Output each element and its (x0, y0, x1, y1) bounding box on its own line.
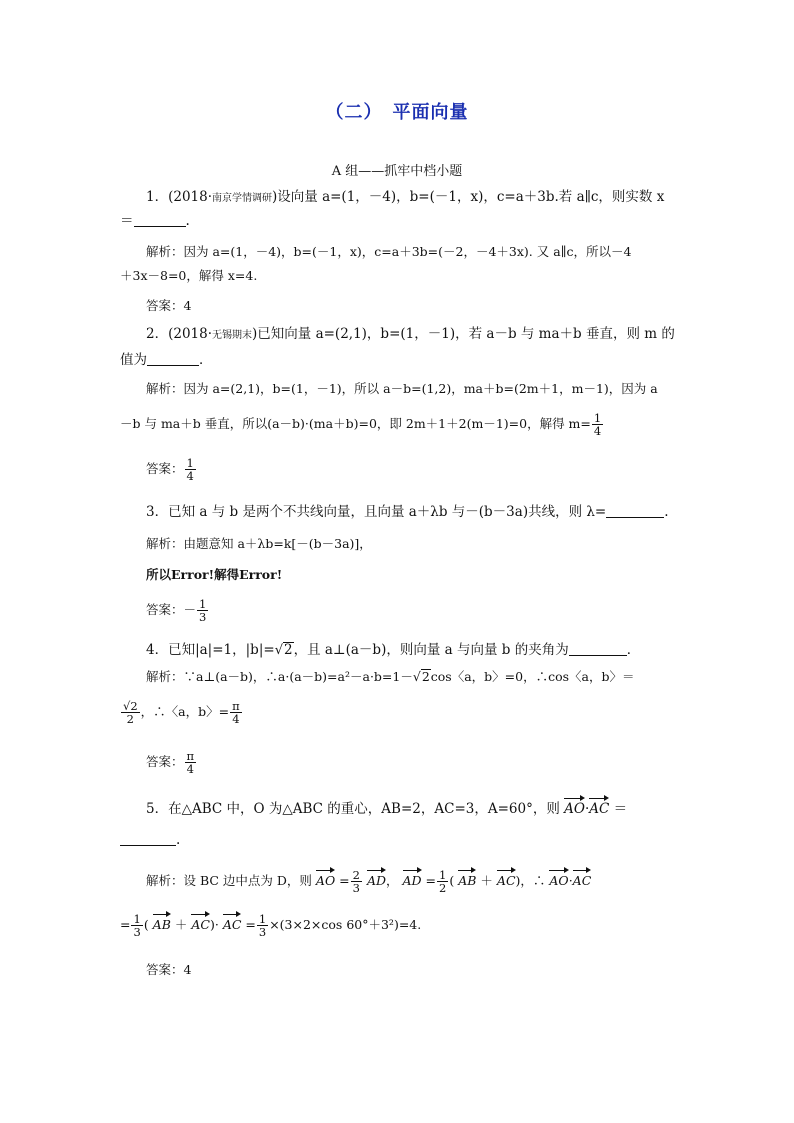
q2-stem-line1: 2．(2018·无锡期末)已知向量 a=(2,1)，b=(1，－1)，若 a－b 与 ma＋b 垂直，则 m 的 (146, 326, 675, 342)
q3-solution-line2: 所以Error!解得Error! (146, 567, 283, 582)
q3-stem: 3．已知 a 与 b 是两个不共线向量，且向量 a＋λb 与－(b－3a)共线，则 λ= . (146, 504, 669, 520)
q1-stem-line2: ＝ . (120, 213, 190, 229)
vector-ac: AC (589, 796, 609, 816)
q2-stem-line2: 值为 ． (120, 352, 213, 368)
q2-solution-line2: －b 与 ma＋b 垂直，所以(a－b)·(ma＋b)=0，即 2m＋1＋2(m－1)=0，解得 m= $\frac{1}{4}$ (120, 411, 602, 438)
q4-answer-blank (569, 641, 627, 656)
q2-answer-fraction: $\frac{1}{4}$ (186, 456, 194, 483)
q4-solution-line1: 解析：∵a⊥(a－b)，∴a·(a－b)=a²－a·b=1－√2cos〈a，b〉=0，∴cos〈a，b〉＝ (146, 669, 635, 684)
q1-solution-line1: 解析：因为 a=(1，－4)，b=(－1，x)，c=a＋3b=(－2，－4＋3x). 又 a∥c，所以－4 (146, 244, 632, 259)
page-title: （二） 平面向量 (325, 102, 469, 123)
q5-stem-line2: . (120, 830, 676, 850)
q1-answer: 答案：4 (146, 298, 192, 313)
q2-answer: 答案： $\frac{1}{4}$ (146, 456, 194, 483)
q2-fraction: $\frac{1}{4}$ (593, 411, 602, 438)
q4-sqrt: 2 (283, 642, 293, 658)
q5-solution-line2: = $\frac{1}{3}$ ( AB ＋ AC)· AC = $\frac{1}{3}$ ×(3×2×cos 60°＋3²)=4. (120, 912, 422, 939)
q1-answer-blank (134, 212, 186, 227)
q1-solution-line2: ＋3x－8=0，解得 x=4. (120, 268, 258, 283)
vector-ao: AO (564, 796, 585, 816)
q5-solution-line1: 解析：设 BC 边中点为 D，则 AO = $\frac{2}{3}$ AD， AD = $\frac{1}{2}$ ( AB ＋ AC)，∴ AO·AC (146, 868, 592, 895)
q2-source: 无锡期末 (212, 330, 253, 341)
q3-solution-line1: 解析：由题意知 a＋λb=k[－(b－3a)]， (146, 536, 372, 551)
q4-answer: 答案： $\frac{\pi}{4}$ (146, 749, 195, 776)
q2-solution-line1: 解析：因为 a=(2,1)，b=(1，－1)，所以 a－b=(1,2)，ma＋b=(2m＋1，m－1)，因为 a (146, 381, 658, 396)
q1-source: 南京学情调研 (212, 193, 273, 204)
q4-answer-fraction: $\frac{\pi}{4}$ (186, 749, 195, 776)
q3-answer-fraction: $\frac{1}{3}$ (199, 597, 207, 624)
q4-fraction-sqrt2-over-2: $\frac{√2}{2}$ (123, 699, 138, 726)
q3-answer-blank (606, 503, 664, 518)
q2-answer-blank (147, 351, 199, 366)
q4-fraction-pi-over-4: $\frac{\pi}{4}$ (232, 699, 240, 726)
q5-stem-line1: 5．在△ABC 中，O 为△ABC 的重心，AB=2，AC=3，A=60°，则 AO·AC ＝ (146, 796, 676, 819)
q3-answer: 答案：－ $\frac{1}{3}$ (146, 597, 207, 624)
q5-answer-blank (120, 831, 176, 846)
section-heading: A 组——抓牢中档小题 (331, 164, 463, 179)
q1-stem-line1: 1．(2018·南京学情调研)设向量 a=(1，－4)，b=(－1，x)，c=a＋3b.若 a∥c，则实数 x (146, 189, 665, 205)
q4-solution-line2: $\frac{√2}{2}$ ，∴〈a，b〉= $\frac{\pi}{4}$ (123, 699, 240, 726)
q4-stem: 4．已知|a|=1，|b|=√2，且 a⊥(a－b)，则向量 a 与向量 b 的夹角为 ． (146, 642, 641, 658)
q5-answer: 答案：4 (146, 962, 192, 977)
